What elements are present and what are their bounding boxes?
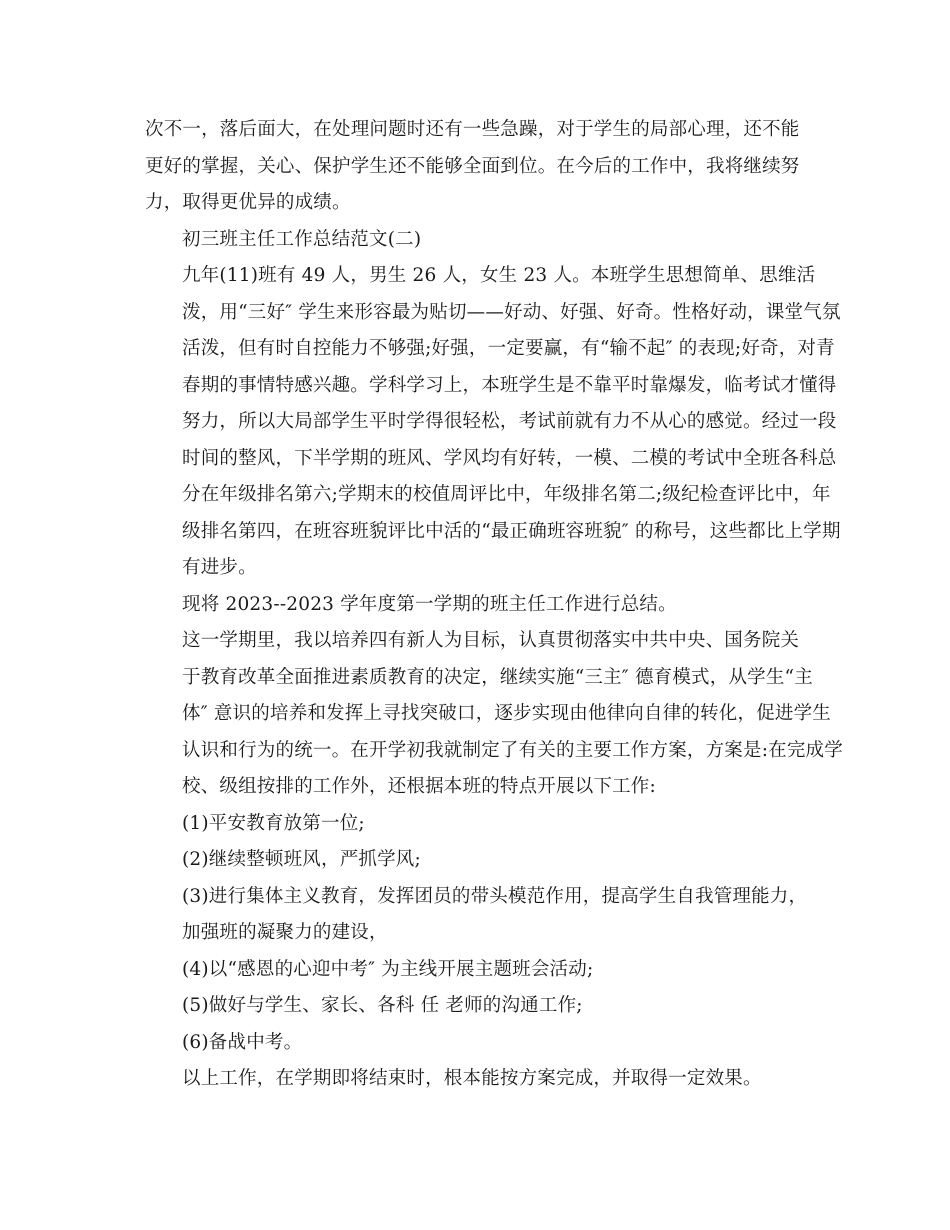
text-line: 次不一，落后面大，在处理问题时还有一些急躁，对于学生的局部心理，还不能: [145, 119, 800, 140]
text-line: 时间的整风，下半学期的班风、学风均有好转，一模、二模的考试中全班各科总: [182, 447, 837, 469]
text-line: 分在年级排名第六;学期末的校值周评比中，年级排名第二;级纪检查评比中，年: [182, 484, 831, 505]
text-line: 九年(11)班有 49 人，男生 26 人，女生 23 人。本班学生思想简单、思维活: [182, 265, 816, 286]
paragraph: [145, 112, 810, 222]
text-line: 加强班的凝聚力的建设，: [182, 922, 388, 943]
paragraph: [145, 879, 810, 952]
paragraph: [145, 806, 810, 843]
text-line: (2)继续整顿班风，严抓学风;: [182, 849, 421, 870]
text-line: (1)平安教育放第一位;: [182, 812, 365, 834]
text-line: (4)以“感恩的心迎中考″ 为主线开展主题班会活动;: [182, 958, 594, 980]
text-line: 力，取得更优异的成绩。: [145, 192, 351, 213]
text-line: 于教育改革全面推进素质教育的决定，继续实施“三主″ 德育模式，从学生“主: [182, 666, 813, 688]
paragraph: [145, 623, 843, 806]
paragraph: [145, 1061, 810, 1098]
paragraph: [145, 258, 841, 587]
text-line: 泼，用“三好″ 学生来形容最为贴切——好动、好强、好奇。性格好动，课堂气氛: [182, 301, 841, 323]
paragraph: [145, 988, 810, 1025]
text-line: 级排名第四，在班容班貌评比中活的“最正确班容班貌″ 的称号，这些都比上学期: [182, 520, 841, 542]
text-line: 以上工作，在学期即将结束时，根本能按方案完成，并取得一定效果。: [182, 1068, 762, 1089]
text-line: 努力，所以大局部学生平时学得很轻松，考试前就有力不从心的感觉。经过一段: [182, 411, 837, 432]
text-line: 初三班主任工作总结范文(二): [182, 228, 422, 250]
text-line: (3)进行集体主义教育，发挥团员的带头模范作用，提高学生自我管理能力，: [182, 885, 808, 907]
text-line: 认识和行为的统一。在开学初我就制定了有关的主要工作方案，方案是:在完成学: [182, 739, 843, 761]
text-line: 活泼，但有时自控能力不够强;好强，一定要赢，有“输不起″ 的表现;好奇，对青: [182, 338, 835, 359]
text-line: 校、级组按排的工作外，还根据本班的特点开展以下工作:: [182, 776, 656, 797]
text-line: 现将 2023--2023 学年度第一学期的班主任工作进行总结。: [182, 593, 677, 615]
paragraph: [145, 587, 810, 624]
document-body: [145, 112, 843, 1098]
text-line: 这一学期里，我以培养四有新人为目标，认真贯彻落实中共中央、国务院关: [182, 630, 800, 651]
paragraph: [145, 842, 810, 879]
paragraph: [145, 222, 810, 259]
text-line: 春期的事情特感兴趣。学科学习上，本班学生是不靠平时靠爆发，临考试才懂得: [182, 374, 837, 396]
text-line: 更好的掌握，关心、保护学生还不能够全面到位。在今后的工作中，我将继续努: [145, 155, 800, 177]
paragraph: [145, 1025, 810, 1062]
paragraph: [145, 952, 810, 989]
text-line: 体″ 意识的培养和发挥上寻找突破口，逐步实现由他律向自律的转化，促进学生: [182, 703, 831, 724]
text-line: (6)备战中考。: [182, 1031, 303, 1053]
text-line: 有进步。: [182, 557, 257, 578]
text-line: (5)做好与学生、家长、各科 任 老师的沟通工作;: [182, 995, 583, 1016]
